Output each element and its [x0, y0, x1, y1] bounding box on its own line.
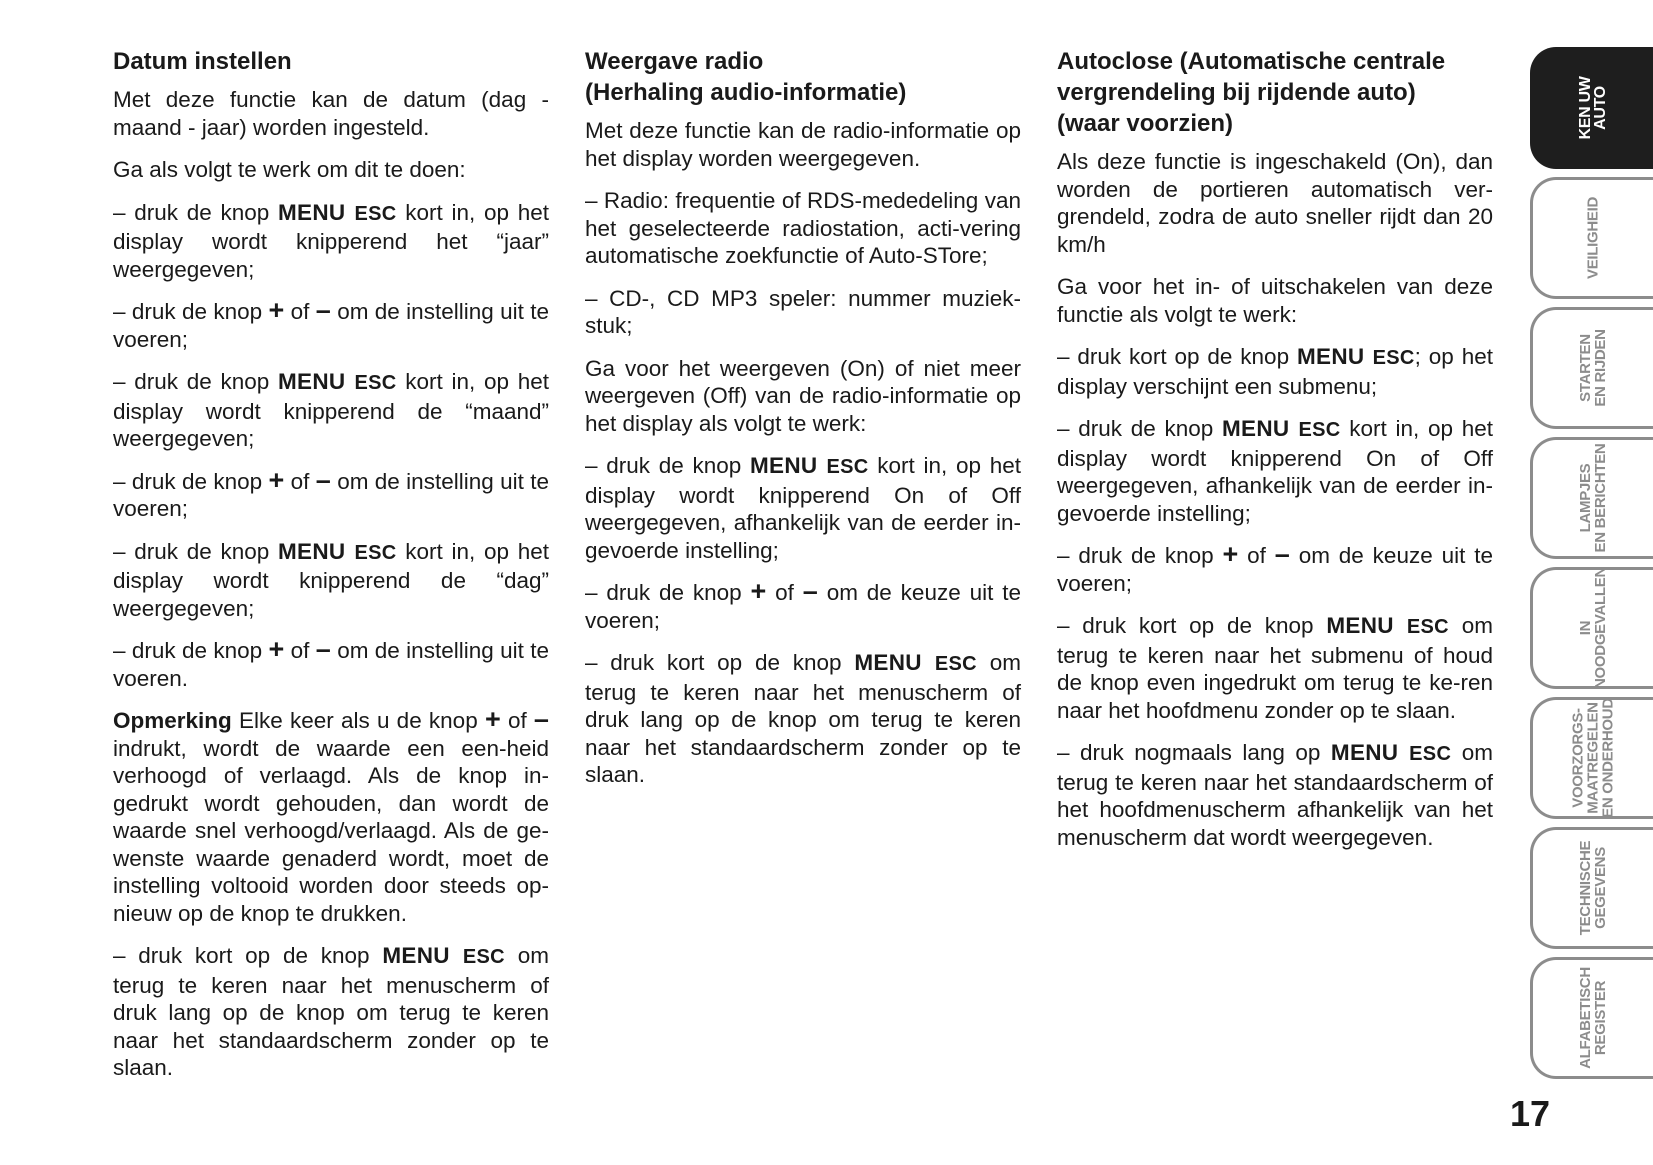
- instruction-step: – druk kort op de knop MENU ESC om terug te keren naar het menuscherm of druk lang op de knop om terug te keren naar het standaardscherm zonder op te slaan.: [585, 650, 1021, 787]
- plus-key: +: [268, 295, 285, 325]
- section-heading-date: Datum instellen: [113, 48, 292, 75]
- tab-technische-gegevens[interactable]: TECHNISCHE GEGEVENS: [1530, 827, 1653, 949]
- minus-key: –: [802, 576, 818, 606]
- tab-voorzorgsmaatregelen-en-onderhoud[interactable]: VOORZORGS- MAATREGELEN EN ONDERHOUD: [1530, 697, 1653, 819]
- column-autoclose: [1057, 46, 1493, 866]
- menu-esc-key: MENU ESC: [1296, 344, 1415, 369]
- plus-key: +: [1222, 539, 1239, 569]
- instruction-step: – druk kort op de knop MENU ESC om terug te keren naar het menuscherm of druk lang op de knop om terug te keren naar het standaardscherm zonder op te slaan.: [113, 943, 549, 1080]
- instruction-step: – druk de knop MENU ESC kort in, op het display wordt knipperend On of Off weergegeven, afhankelijk van de eerder in-gevoerde instelling;: [1057, 416, 1493, 526]
- menu-esc-key: MENU ESC: [1326, 613, 1449, 638]
- menu-esc-key: MENU ESC: [278, 369, 397, 394]
- paragraph: Ga voor het weergeven (On) of niet meer weergeven (Off) van de radio-informatie op het display als volgt te werk:: [585, 355, 1021, 436]
- instruction-step: – druk de knop MENU ESC kort in, op het display wordt knipperend het “jaar” weergegeven;: [113, 199, 549, 282]
- menu-esc-key: MENU ESC: [854, 650, 977, 675]
- paragraph: – Radio: frequentie of RDS-mededeling van het geselecteerde radiostation, acti-vering automatische zoekfunctie of Auto-STore;: [585, 188, 1021, 268]
- column-date-settings: [113, 46, 549, 1097]
- tab-ken-uw-auto[interactable]: KEN UW AUTO: [1530, 47, 1653, 169]
- section-heading-radio: Weergave radio (Herhaling audio-informatie): [585, 48, 907, 106]
- instruction-step: – druk de knop + of – om de instelling uit te voeren;: [113, 295, 549, 352]
- section-heading-autoclose: Autoclose (Automatische centrale vergrendeling bij rijdende auto) (waar voorzien): [1057, 48, 1446, 137]
- menu-esc-key: MENU ESC: [1330, 740, 1452, 765]
- plus-key: +: [268, 464, 285, 495]
- column-radio-display: [585, 46, 1021, 804]
- tab-starten-en-rijden[interactable]: STARTEN EN RIJDEN: [1530, 307, 1653, 429]
- instruction-step: – druk kort op de knop MENU ESC; op het display verschijnt een submenu;: [1057, 344, 1493, 399]
- minus-key: –: [533, 704, 549, 734]
- paragraph: Met deze functie kan de radio-informatie op het display worden weergegeven.: [585, 118, 1021, 171]
- tab-in-noodgevallen[interactable]: IN NOODGEVALLEN: [1530, 567, 1653, 689]
- plus-key: +: [484, 704, 501, 734]
- paragraph: Ga als volgt te werk om dit te doen:: [113, 157, 466, 182]
- paragraph: Als deze functie is ingeschakeld (On), dan worden de portieren automatisch ver-grendeld, zodra de auto sneller rijdt dan 20 km/h: [1057, 149, 1493, 257]
- instruction-step: – druk de knop MENU ESC kort in, op het display wordt knipperend On of Off weergegeven, afhankelijk van de eerder in-gevoerde instelling;: [585, 453, 1021, 563]
- minus-key: –: [315, 295, 331, 325]
- minus-key: –: [315, 634, 331, 664]
- menu-esc-key: MENU ESC: [382, 943, 505, 968]
- paragraph: Met deze functie kan de datum (dag - maand - jaar) worden ingesteld.: [113, 87, 549, 140]
- instruction-step: – druk de knop + of – om de instelling uit te voeren;: [113, 464, 549, 521]
- menu-esc-key: MENU ESC: [278, 199, 397, 225]
- minus-key: –: [315, 464, 331, 495]
- tab-lampjes-en-berichten[interactable]: LAMPJES EN BERICHTEN: [1530, 437, 1653, 559]
- tab-veiligheid[interactable]: VEILIGHEID: [1530, 177, 1653, 299]
- instruction-step: – druk de knop + of – om de instelling uit te voeren.: [113, 634, 549, 691]
- instruction-step: – druk de knop + of – om de keuze uit te voeren;: [585, 576, 1021, 633]
- instruction-step: – druk de knop MENU ESC kort in, op het display wordt knipperend de “maand” weergegeven;: [113, 369, 549, 451]
- instruction-step: – druk de knop MENU ESC kort in, op het display wordt knipperend de “dag” weergegeven;: [113, 538, 549, 621]
- instruction-step: – druk de knop + of – om de keuze uit te voeren;: [1057, 539, 1493, 596]
- menu-esc-key: MENU ESC: [1222, 416, 1341, 441]
- chapter-tabs: [1530, 47, 1653, 1087]
- instruction-step: – druk nogmaals lang op MENU ESC om terug te keren naar het standaardscherm of het hoofdmenuscherm afhankelijk van het menuscherm dat wordt weergegeven.: [1057, 740, 1493, 850]
- note-paragraph: Opmerking Elke keer als u de knop + of – indrukt, wordt de waarde een een-heid verhoogd of verlaagd. Als de knop in-gedrukt wordt gehouden, dan wordt de waarde snel verhoogd/verlaagd. Als de ge-wenste waarde genaderd wordt, moet de instelling voltooid worden door steeds op-nieuw op de knop te drukken.: [113, 704, 549, 926]
- menu-esc-key: MENU ESC: [278, 538, 397, 564]
- instruction-step: – druk kort op de knop MENU ESC om terug te keren naar het submenu of houd de knop even ingedrukt om terug te ke-ren naar het hoofdmenu zonder op te slaan.: [1057, 613, 1493, 723]
- plus-key: +: [268, 634, 285, 664]
- menu-esc-key: MENU ESC: [750, 453, 869, 478]
- minus-key: –: [1274, 539, 1290, 569]
- note-label: Opmerking: [113, 708, 232, 733]
- plus-key: +: [750, 576, 767, 606]
- tab-alfabetisch-register[interactable]: ALFABETISCH REGISTER: [1530, 957, 1653, 1079]
- paragraph: – CD-, CD MP3 speler: nummer muziek-stuk;: [585, 285, 1021, 338]
- paragraph: Ga voor het in- of uitschakelen van deze functie als volgt te werk:: [1057, 274, 1493, 327]
- page-number: 17: [1510, 1093, 1551, 1134]
